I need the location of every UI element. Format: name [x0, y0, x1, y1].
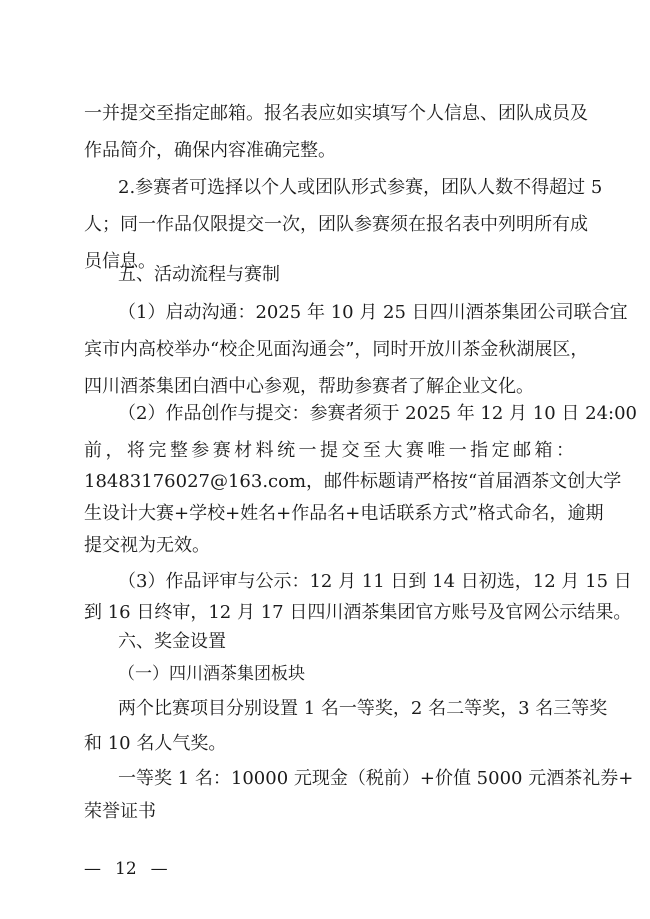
- paragraph-line: 作品简介，确保内容准确完整。: [84, 140, 336, 161]
- paragraph-line: （1）启动沟通：2025 年 10 月 25 日四川酒茶集团公司联合宜: [118, 302, 628, 323]
- paragraph-line: （3）作品评审与公示：12 月 11 日到 14 日初选，12 月 15 日: [118, 571, 632, 592]
- paragraph-line: 前，将完整参赛材料统一提交至大赛唯一指定邮箱：: [84, 440, 574, 461]
- paragraph-line: 四川酒茶集团白酒中心参观，帮助参赛者了解企业文化。: [84, 376, 534, 397]
- section-heading-6: 六、奖金设置: [118, 631, 226, 652]
- subsection-heading: （一）四川酒茶集团板块: [118, 664, 305, 684]
- paragraph-line: 荣誉证书: [84, 801, 156, 822]
- paragraph-line: 和 10 名人气奖。: [84, 733, 227, 754]
- paragraph-line: 两个比赛项目分别设置 1 名一等奖，2 名二等奖，3 名三等奖: [118, 698, 608, 719]
- paragraph-line: 一等奖 1 名：10000 元现金（税前）+价值 5000 元酒茶礼券+: [118, 768, 634, 789]
- page-footer: [84, 858, 168, 880]
- paragraph-line: 人；同一作品仅限提交一次，团队参赛须在报名表中列明所有成: [84, 214, 588, 235]
- paragraph-line: 生设计大赛+学校+姓名+作品名+电话联系方式”格式命名，逾期: [84, 503, 604, 524]
- page-number: 12: [115, 859, 137, 879]
- paragraph-line: 员信息。: [84, 251, 156, 272]
- paragraph-line: 一并提交至指定邮箱。报名表应如实填写个人信息、团队成员及: [84, 103, 588, 124]
- paragraph-line: 到 16 日终审，12 月 17 日四川酒茶集团官方账号及官网公示结果。: [84, 602, 632, 623]
- paragraph-line: 2.参赛者可选择以个人或团队形式参赛，团队人数不得超过 5: [118, 177, 603, 198]
- paragraph-line: 提交视为无效。: [84, 535, 210, 556]
- paragraph-line: （2）作品创作与提交：参赛者须于 2025 年 12 月 10 日 24:00: [118, 403, 637, 424]
- paragraph-line: 18483176027@163.com，邮件标题请严格按“首届酒茶文创大学: [84, 471, 622, 492]
- footer-dash-right: —: [150, 859, 168, 879]
- section-heading-5: 五、活动流程与赛制: [118, 264, 280, 285]
- paragraph-line: 宾市内高校举办“校企见面沟通会”，同时开放川茶金秋湖展区，: [84, 339, 589, 360]
- footer-dash-left: —: [84, 859, 101, 879]
